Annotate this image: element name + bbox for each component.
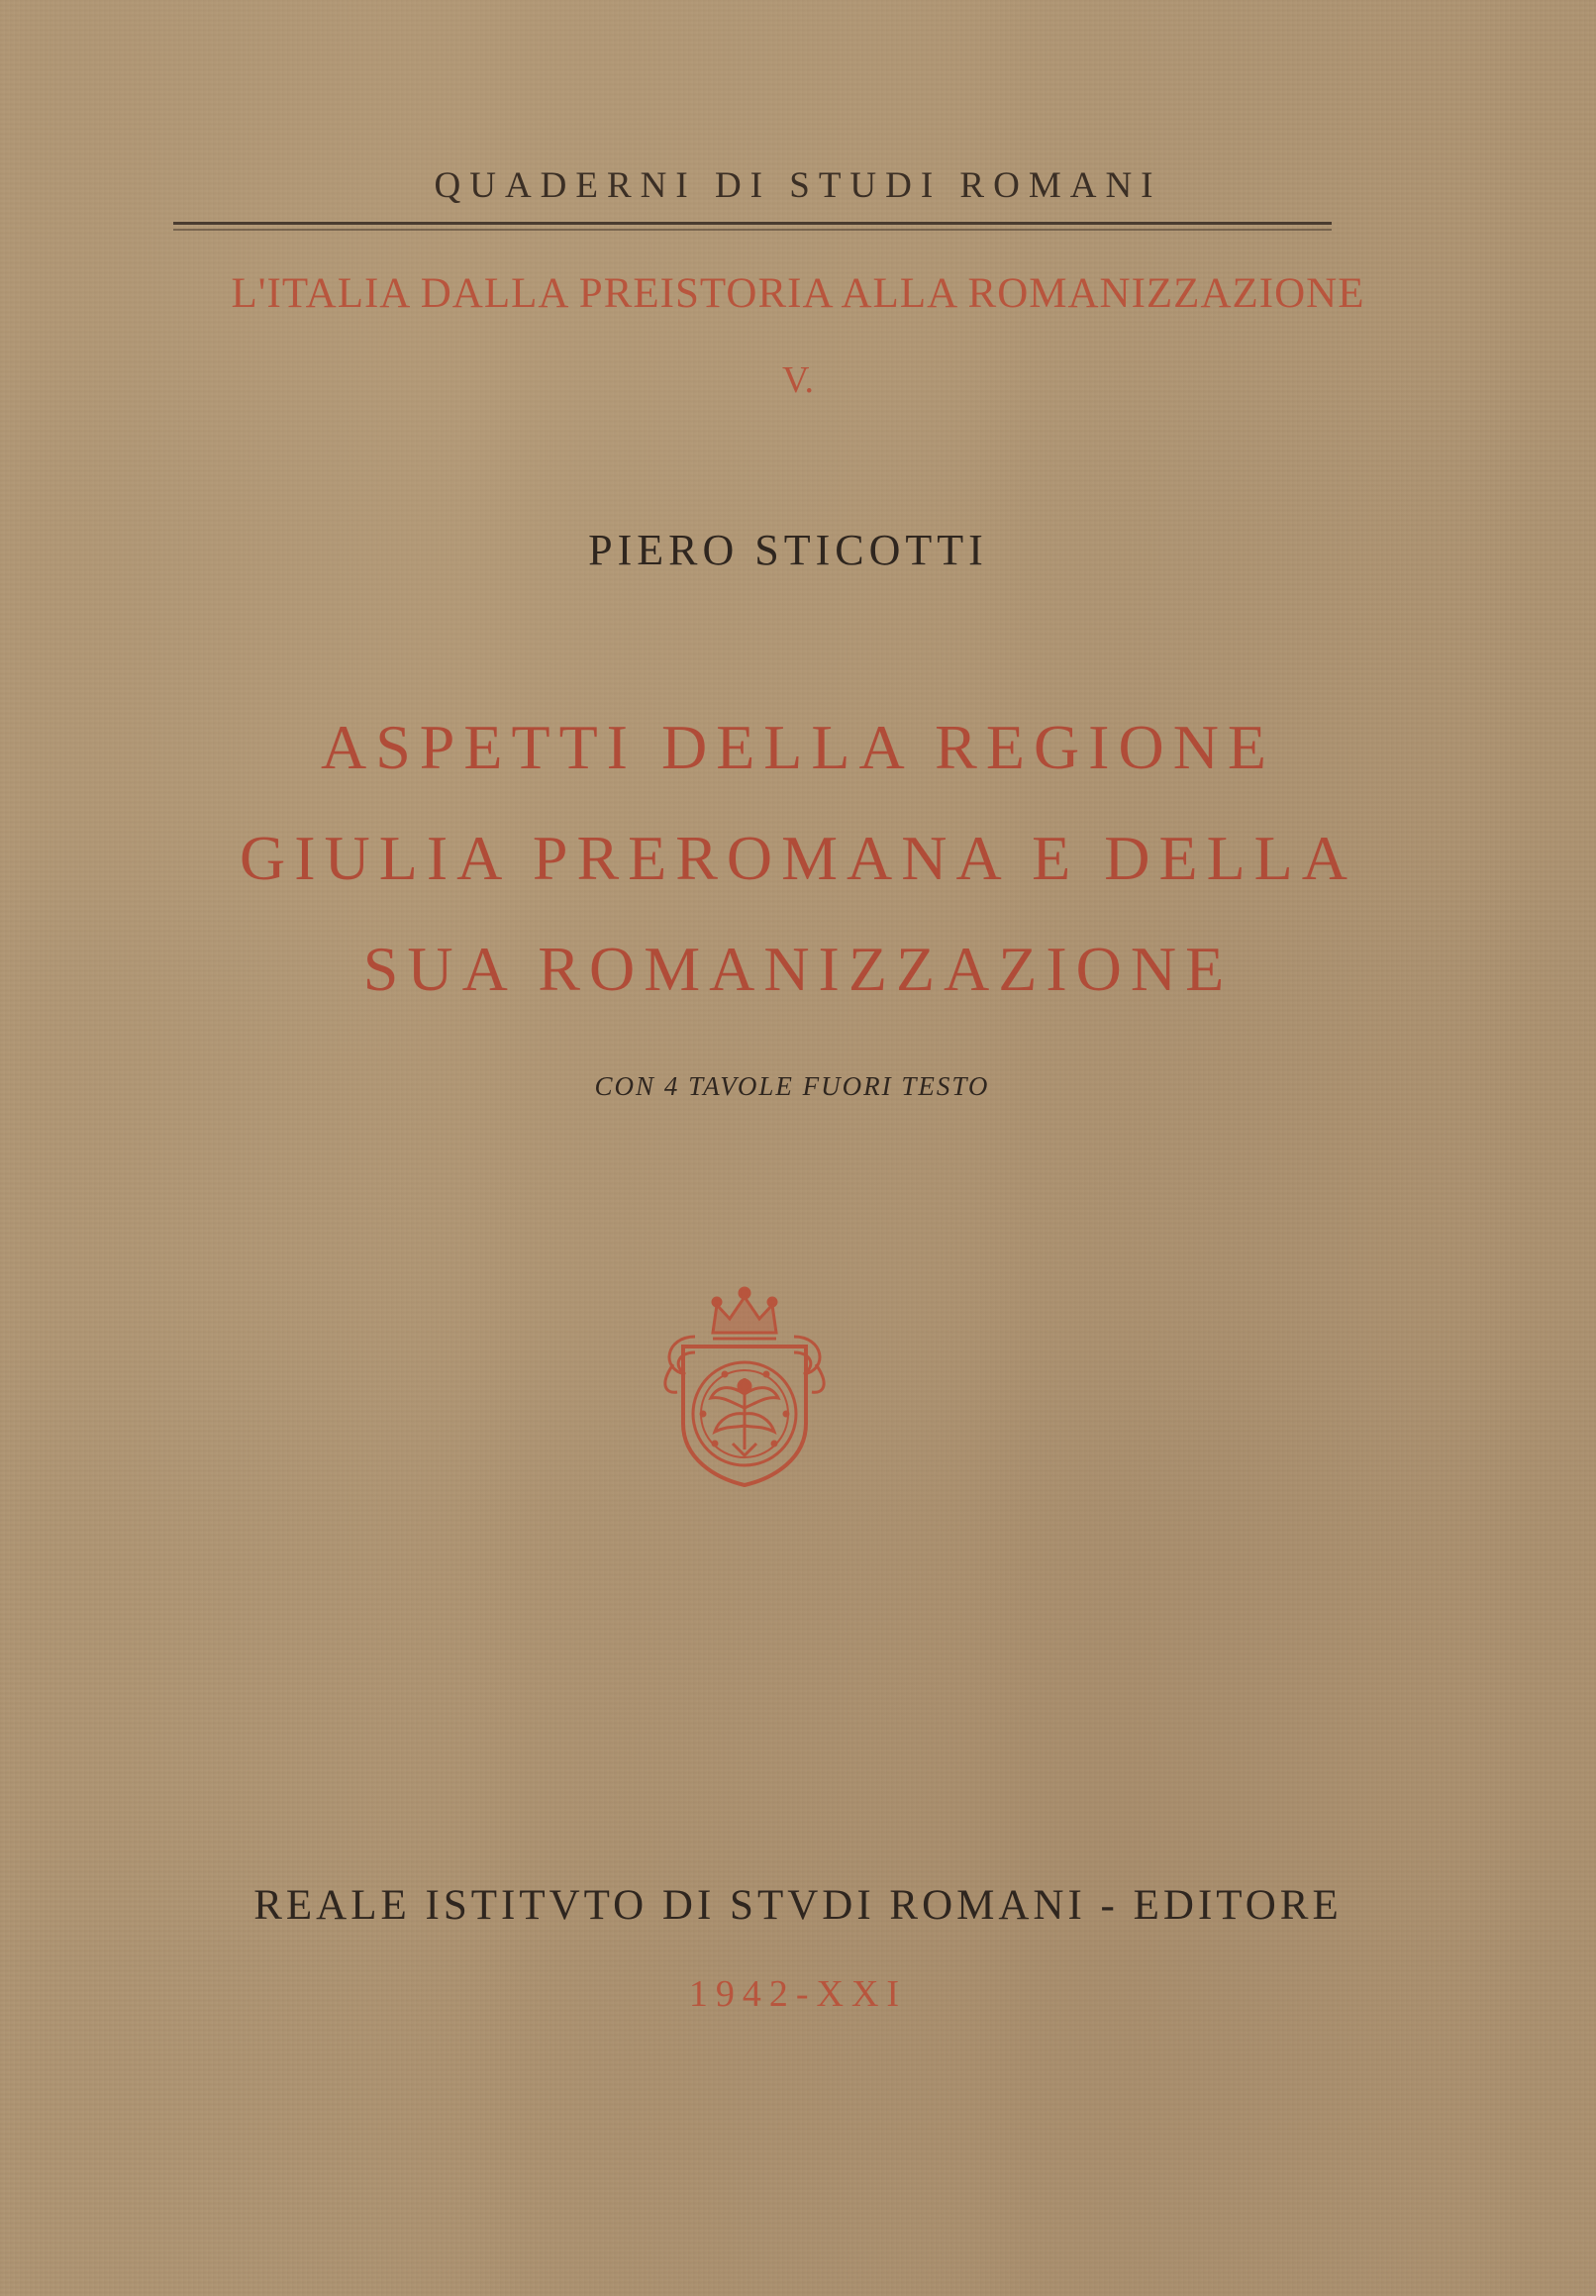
title-line-2: GIULIA PREROMANA E DELLA [240,823,1356,893]
volume-number: V. [781,359,815,401]
author-name: PIERO STICOTTI [588,526,988,574]
series-rule [173,222,1332,225]
crowned-shield-emblem-icon [655,1275,834,1493]
title-line-1: ASPETTI DELLA REGIONE [320,712,1276,782]
plates-note: CON 4 TAVOLE FUORI TESTO [594,1071,990,1101]
publication-year: 1942-XXI [688,1973,908,2015]
publisher-name: REALE ISTITVTO DI STVDI ROMANI - EDITORE [253,1882,1343,1929]
series-name: QUADERNI DI STUDI ROMANI [434,165,1162,206]
subseries-name: L'ITALIA DALLA PREISTORIA ALLA ROMANIZZAZIONE [231,270,1365,317]
series-rule-secondary [173,229,1332,231]
title-line-3: SUA ROMANIZZAZIONE [362,934,1234,1004]
